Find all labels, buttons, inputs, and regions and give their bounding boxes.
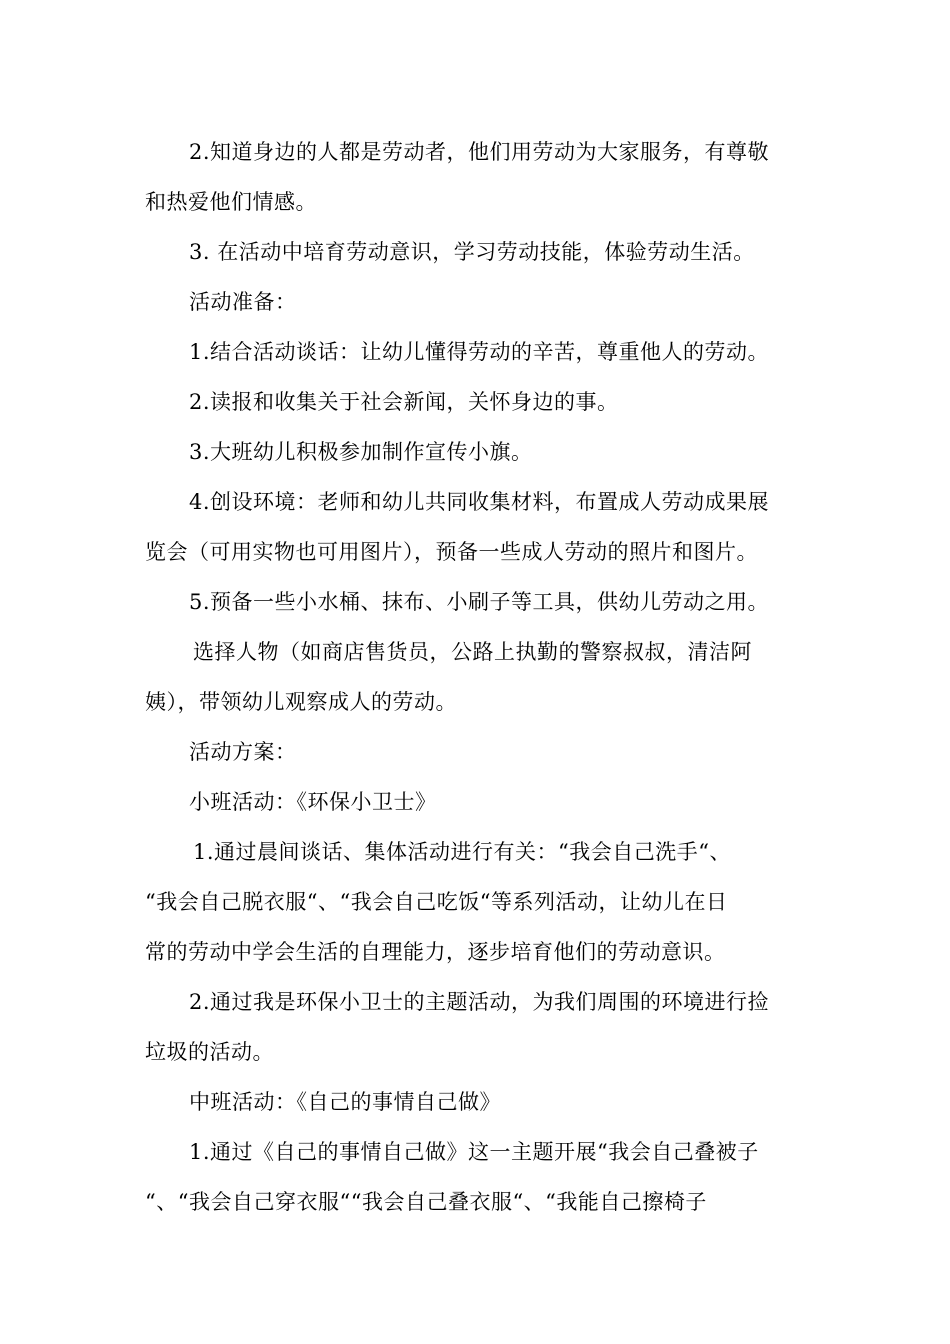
text-line: 和热爱他们情感。 bbox=[145, 190, 317, 214]
section-heading: 活动方案： bbox=[189, 740, 297, 764]
text-line: 姨），带领幼儿观察成人的劳动。 bbox=[145, 690, 457, 714]
text-line: 1.通过晨间谈话、集体活动进行有关：“我会自己洗手“、 bbox=[193, 840, 732, 864]
document-body bbox=[145, 127, 815, 1227]
subsection-heading: 小班活动：《环保小卫士》 bbox=[189, 790, 437, 814]
text-line: 垃圾的活动。 bbox=[145, 1040, 274, 1064]
text-line: 2.读报和收集关于社会新闻，关怀身边的事。 bbox=[189, 390, 619, 414]
section-heading: 活动准备： bbox=[189, 290, 297, 314]
text-line: 5.预备一些小水桶、抹布、小刷子等工具，供幼儿劳动之用。 bbox=[189, 590, 770, 614]
text-line: 4.创设环境：老师和幼儿共同收集材料，布置成人劳动成果展 bbox=[189, 490, 770, 514]
text-line: 2.通过我是环保小卫士的主题活动，为我们周围的环境进行捡 bbox=[189, 990, 770, 1014]
text-line: 选择人物（如商店售货员，公路上执勤的警察叔叔，清洁阿 bbox=[193, 640, 752, 664]
subsection-heading: 中班活动：《自己的事情自己做》 bbox=[189, 1090, 501, 1114]
text-line: 1.结合活动谈话：让幼儿懂得劳动的辛苦，尊重他人的劳动。 bbox=[189, 340, 770, 364]
text-line: 览会（可用实物也可用图片），预备一些成人劳动的照片和图片。 bbox=[145, 540, 758, 564]
text-line: 3. 在活动中培育劳动意识，学习劳动技能，体验劳动生活。 bbox=[189, 240, 755, 264]
text-line: 3.大班幼儿积极参加制作宣传小旗。 bbox=[189, 440, 533, 464]
text-line: 1.通过《自己的事情自己做》这一主题开展“我会自己叠被子 bbox=[189, 1140, 759, 1164]
text-line: “我会自己脱衣服“、“我会自己吃饭“等系列活动，让幼儿在日 bbox=[145, 890, 728, 914]
text-line: “、“我会自己穿衣服““我会自己叠衣服“、“我能自己擦椅子 bbox=[145, 1190, 707, 1214]
text-line: 2.知道身边的人都是劳动者，他们用劳动为大家服务，有尊敬 bbox=[189, 140, 770, 164]
text-line: 常的劳动中学会生活的自理能力，逐步培育他们的劳动意识。 bbox=[145, 940, 726, 964]
